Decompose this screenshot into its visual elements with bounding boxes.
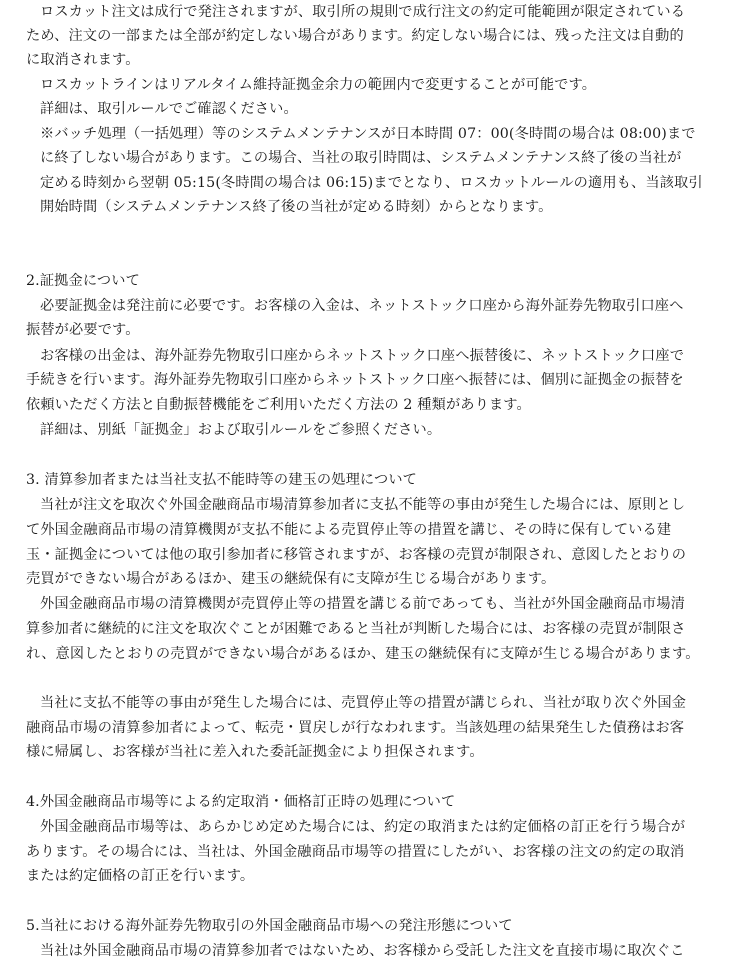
text-line: 融商品市場の清算参加者によって、転売・買戻しが行なわれます。当該処理の結果発生した債務はお客 [26, 720, 685, 736]
text-line: 定める時刻から翌朝 05:15(冬時間の場合は 06:15)までとなり、ロスカットルールの適用も、当該取引 [40, 175, 703, 191]
text-line: 手続きを行います。海外証券先物取引口座からネットストック口座へ振替には、個別に証拠金の振替を [26, 372, 684, 388]
text-line: または約定価格の訂正を行います。 [26, 868, 255, 884]
text-line: 玉・証拠金については他の取引参加者に移管されますが、お客様の売買が制限され、意図したとおりの [26, 547, 687, 563]
text-line: ロスカットラインはリアルタイム維持証拠金余力の範囲内で変更することが可能です。 [40, 77, 597, 93]
section-heading: 5.当社における海外証券先物取引の外国金融商品市場への発注形態について [26, 918, 513, 934]
text-line: 開始時間（システムメンテナンス終了後の当社が定める時刻）からとなります。 [40, 199, 553, 215]
text-line: 当社に支払不能等の事由が発生した場合には、売買停止等の措置が講じられ、当社が取り次ぐ外国金 [40, 695, 687, 711]
text-line: 売買ができない場合があるほか、建玉の継続保有に支障が生じる場合があります。 [26, 571, 556, 587]
text-line: 当社は外国金融商品市場の清算参加者ではないため、お客様から受託した注文を直接市場に取次ぐこ [40, 943, 685, 959]
text-line: 詳細は、別紙「証拠金」および取引ルールをご参照ください。 [40, 422, 442, 438]
text-line: れ、意図したとおりの売買ができない場合があるほか、建玉の継続保有に支障が生じる場合があります。 [26, 646, 700, 662]
text-line: に終了しない場合があります。この場合、当社の取引時間は、システムメンテナンス終了後の当社が [40, 150, 682, 166]
text-line: 外国金融商品市場の清算機関が売買停止等の措置を講じる前であっても、当社が外国金融商品市場清 [40, 596, 686, 612]
text-line: 詳細は、取引ルールでご確認ください。 [40, 101, 298, 117]
text-line: ため、注文の一部または全部が約定しない場合があります。約定しない場合には、残った注文は自動的 [26, 28, 684, 44]
text-line: 様に帰属し、お客様が当社に差入れた委託証拠金により担保されます。 [26, 744, 484, 760]
text-line: 振替が必要です。 [26, 322, 140, 338]
text-line: 算参加者に継続的に注文を取次ぐことが困難であると当社が判断した場合には、お客様の売買が制限さ [26, 621, 686, 637]
text-line: て外国金融商品市場の清算機関が支払不能による売買停止等の措置を講じ、その時に保有している建 [26, 522, 672, 538]
text-line: に取消されます。 [26, 52, 140, 68]
text-line: あります。その場合には、当社は、外国金融商品市場等の措置にしたがい、お客様の注文の約定の取消 [26, 844, 685, 860]
text-line: ロスカット注文は成行で発注されますが、取引所の規則で成行注文の約定可能範囲が限定されている [40, 4, 686, 20]
text-line: お客様の出金は、海外証券先物取引口座からネットストック口座へ振替後に、ネットストック口座で [40, 348, 685, 364]
text-line: 外国金融商品市場等は、あらかじめ定めた場合には、約定の取消または約定価格の訂正を行う場合が [40, 819, 686, 835]
text-line: 当社が注文を取次ぐ外国金融商品市場清算参加者に支払不能等の事由が発生した場合には、原則とし [40, 497, 686, 513]
section-heading: 2.証拠金について [26, 273, 140, 289]
text-line: 依頼いただく方法と自動振替機能をご利用いただく方法の 2 種類があります。 [26, 397, 531, 413]
text-line: ※バッチ処理（一括処理）等のシステムメンテナンスが日本時間 07：00(冬時間の場合は 08:00)まで [40, 126, 696, 142]
section-heading: 3. 清算参加者または当社支払不能時等の建玉の処理について [26, 472, 417, 488]
section-heading: 4.外国金融商品市場等による約定取消・価格訂正時の処理について [26, 794, 456, 810]
text-line: 必要証拠金は発注前に必要です。お客様の入金は、ネットストック口座から海外証券先物取引口座へ [40, 298, 684, 314]
